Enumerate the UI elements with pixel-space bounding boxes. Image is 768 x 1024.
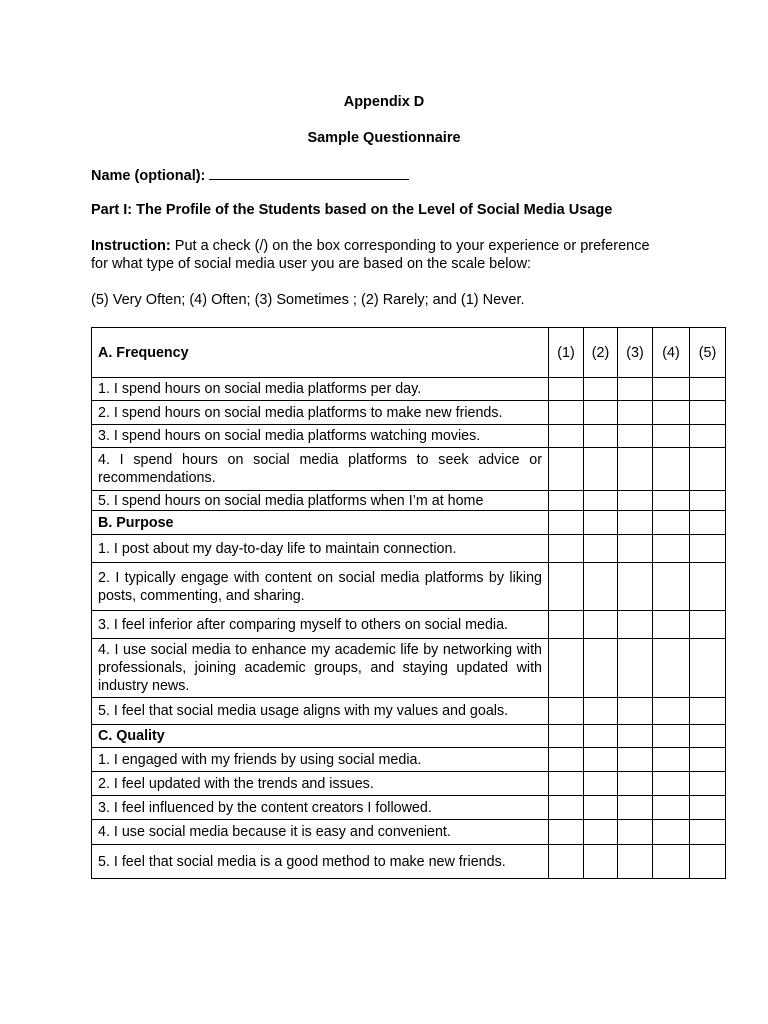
checkbox-cell-4[interactable] bbox=[653, 378, 690, 401]
scale-header-2: (2) bbox=[584, 328, 618, 378]
questionnaire-body bbox=[92, 328, 726, 879]
instruction-block bbox=[91, 237, 711, 273]
section-title: C. Quality bbox=[92, 725, 549, 748]
checkbox-cell-2[interactable] bbox=[584, 491, 618, 511]
question-row bbox=[92, 820, 726, 845]
checkbox-cell-1[interactable] bbox=[549, 748, 584, 772]
checkbox-cell-4[interactable] bbox=[653, 563, 690, 611]
empty-header-cell bbox=[618, 725, 653, 748]
question-row bbox=[92, 535, 726, 563]
empty-header-cell bbox=[690, 725, 726, 748]
empty-header-cell bbox=[549, 511, 584, 535]
question-text: 4. I use social media because it is easy and convenient. bbox=[92, 820, 549, 845]
checkbox-cell-5[interactable] bbox=[690, 401, 726, 425]
checkbox-cell-1[interactable] bbox=[549, 378, 584, 401]
checkbox-cell-4[interactable] bbox=[653, 611, 690, 639]
checkbox-cell-2[interactable] bbox=[584, 425, 618, 448]
checkbox-cell-4[interactable] bbox=[653, 796, 690, 820]
checkbox-cell-4[interactable] bbox=[653, 820, 690, 845]
checkbox-cell-3[interactable] bbox=[618, 378, 653, 401]
checkbox-cell-2[interactable] bbox=[584, 845, 618, 879]
checkbox-cell-4[interactable] bbox=[653, 425, 690, 448]
checkbox-cell-2[interactable] bbox=[584, 401, 618, 425]
appendix-title: Appendix D bbox=[343, 94, 425, 110]
checkbox-cell-5[interactable] bbox=[690, 748, 726, 772]
question-row bbox=[92, 491, 726, 511]
question-text: 1. I spend hours on social media platforms per day. bbox=[92, 378, 549, 401]
checkbox-cell-3[interactable] bbox=[618, 820, 653, 845]
scale-header-4: (4) bbox=[653, 328, 690, 378]
instruction-text-2: for what type of social media user you are based on the scale below: bbox=[91, 256, 532, 272]
question-row bbox=[92, 425, 726, 448]
checkbox-cell-5[interactable] bbox=[690, 639, 726, 698]
empty-header-cell bbox=[618, 511, 653, 535]
name-field bbox=[91, 165, 409, 185]
checkbox-cell-3[interactable] bbox=[618, 845, 653, 879]
checkbox-cell-4[interactable] bbox=[653, 698, 690, 725]
checkbox-cell-1[interactable] bbox=[549, 820, 584, 845]
empty-header-cell bbox=[653, 511, 690, 535]
empty-header-cell bbox=[584, 511, 618, 535]
checkbox-cell-3[interactable] bbox=[618, 491, 653, 511]
checkbox-cell-2[interactable] bbox=[584, 820, 618, 845]
checkbox-cell-5[interactable] bbox=[690, 448, 726, 491]
checkbox-cell-5[interactable] bbox=[690, 772, 726, 796]
checkbox-cell-4[interactable] bbox=[653, 401, 690, 425]
checkbox-cell-4[interactable] bbox=[653, 772, 690, 796]
section-title: B. Purpose bbox=[92, 511, 549, 535]
empty-header-cell bbox=[653, 725, 690, 748]
questionnaire-table bbox=[91, 327, 726, 879]
checkbox-cell-1[interactable] bbox=[549, 796, 584, 820]
scale-header-1: (1) bbox=[549, 328, 584, 378]
checkbox-cell-3[interactable] bbox=[618, 535, 653, 563]
checkbox-cell-2[interactable] bbox=[584, 796, 618, 820]
checkbox-cell-5[interactable] bbox=[690, 698, 726, 725]
checkbox-cell-5[interactable] bbox=[690, 425, 726, 448]
checkbox-cell-1[interactable] bbox=[549, 611, 584, 639]
checkbox-cell-3[interactable] bbox=[618, 425, 653, 448]
checkbox-cell-2[interactable] bbox=[584, 563, 618, 611]
question-text: 5. I feel that social media usage aligns with my values and goals. bbox=[92, 698, 549, 725]
question-text: 4. I use social media to enhance my academic life by networking with professionals, joining academic groups, and staying updated with industry news. bbox=[92, 639, 549, 698]
question-row bbox=[92, 698, 726, 725]
checkbox-cell-1[interactable] bbox=[549, 698, 584, 725]
checkbox-cell-3[interactable] bbox=[618, 796, 653, 820]
checkbox-cell-1[interactable] bbox=[549, 425, 584, 448]
checkbox-cell-4[interactable] bbox=[653, 448, 690, 491]
question-row bbox=[92, 772, 726, 796]
checkbox-cell-5[interactable] bbox=[690, 378, 726, 401]
checkbox-cell-2[interactable] bbox=[584, 639, 618, 698]
question-row bbox=[92, 748, 726, 772]
checkbox-cell-2[interactable] bbox=[584, 772, 618, 796]
checkbox-cell-4[interactable] bbox=[653, 845, 690, 879]
checkbox-cell-3[interactable] bbox=[618, 772, 653, 796]
empty-header-cell bbox=[690, 511, 726, 535]
section-header-row bbox=[92, 328, 726, 378]
question-row bbox=[92, 611, 726, 639]
checkbox-cell-5[interactable] bbox=[690, 535, 726, 563]
checkbox-cell-3[interactable] bbox=[618, 401, 653, 425]
checkbox-cell-4[interactable] bbox=[653, 748, 690, 772]
question-row bbox=[92, 563, 726, 611]
question-text: 5. I spend hours on social media platforms when I’m at home bbox=[92, 491, 549, 511]
checkbox-cell-5[interactable] bbox=[690, 491, 726, 511]
question-text: 2. I feel updated with the trends and issues. bbox=[92, 772, 549, 796]
checkbox-cell-3[interactable] bbox=[618, 448, 653, 491]
checkbox-cell-4[interactable] bbox=[653, 535, 690, 563]
checkbox-cell-3[interactable] bbox=[618, 748, 653, 772]
question-text: 3. I feel inferior after comparing myself to others on social media. bbox=[92, 611, 549, 639]
checkbox-cell-5[interactable] bbox=[690, 611, 726, 639]
question-text: 2. I spend hours on social media platforms to make new friends. bbox=[92, 401, 549, 425]
checkbox-cell-1[interactable] bbox=[549, 448, 584, 491]
section-header-row bbox=[92, 725, 726, 748]
checkbox-cell-3[interactable] bbox=[618, 563, 653, 611]
checkbox-cell-1[interactable] bbox=[549, 845, 584, 879]
instruction-text-1: Put a check (/) on the box corresponding to your experience or preference bbox=[174, 238, 650, 254]
question-row bbox=[92, 378, 726, 401]
part-title: Part I: The Profile of the Students based on the Level of Social Media Usage bbox=[91, 202, 613, 218]
checkbox-cell-5[interactable] bbox=[690, 796, 726, 820]
empty-header-cell bbox=[584, 725, 618, 748]
question-text: 5. I feel that social media is a good method to make new friends. bbox=[92, 845, 549, 879]
checkbox-cell-2[interactable] bbox=[584, 535, 618, 563]
checkbox-cell-1[interactable] bbox=[549, 491, 584, 511]
question-row bbox=[92, 448, 726, 491]
checkbox-cell-2[interactable] bbox=[584, 378, 618, 401]
question-row bbox=[92, 401, 726, 425]
checkbox-cell-3[interactable] bbox=[618, 611, 653, 639]
scale-header-3: (3) bbox=[618, 328, 653, 378]
section-header-row bbox=[92, 511, 726, 535]
instruction-line-1 bbox=[91, 237, 711, 255]
question-row bbox=[92, 796, 726, 820]
checkbox-cell-5[interactable] bbox=[690, 820, 726, 845]
name-blank-line[interactable] bbox=[209, 165, 409, 180]
checkbox-cell-2[interactable] bbox=[584, 448, 618, 491]
checkbox-cell-4[interactable] bbox=[653, 491, 690, 511]
checkbox-cell-3[interactable] bbox=[618, 639, 653, 698]
name-label: Name (optional): bbox=[91, 168, 206, 184]
checkbox-cell-5[interactable] bbox=[690, 845, 726, 879]
question-text: 1. I post about my day-to-day life to maintain connection. bbox=[92, 535, 549, 563]
question-row bbox=[92, 845, 726, 879]
questionnaire-title: Sample Questionnaire bbox=[307, 130, 461, 146]
question-text: 4. I spend hours on social media platforms to seek advice or recommendations. bbox=[92, 448, 549, 491]
checkbox-cell-1[interactable] bbox=[549, 401, 584, 425]
checkbox-cell-1[interactable] bbox=[549, 639, 584, 698]
question-text: 1. I engaged with my friends by using social media. bbox=[92, 748, 549, 772]
scale-legend: (5) Very Often; (4) Often; (3) Sometimes ; (2) Rarely; and (1) Never. bbox=[91, 292, 525, 308]
checkbox-cell-1[interactable] bbox=[549, 772, 584, 796]
empty-header-cell bbox=[549, 725, 584, 748]
checkbox-cell-5[interactable] bbox=[690, 563, 726, 611]
section-title: A. Frequency bbox=[92, 328, 549, 378]
checkbox-cell-1[interactable] bbox=[549, 563, 584, 611]
instruction-label: Instruction: bbox=[91, 238, 171, 254]
checkbox-cell-2[interactable] bbox=[584, 698, 618, 725]
checkbox-cell-2[interactable] bbox=[584, 611, 618, 639]
question-text: 3. I feel influenced by the content creators I followed. bbox=[92, 796, 549, 820]
question-row bbox=[92, 639, 726, 698]
question-text: 3. I spend hours on social media platforms watching movies. bbox=[92, 425, 549, 448]
question-text: 2. I typically engage with content on social media platforms by liking posts, commenting, and sharing. bbox=[92, 563, 549, 611]
scale-header-5: (5) bbox=[690, 328, 726, 378]
checkbox-cell-4[interactable] bbox=[653, 639, 690, 698]
checkbox-cell-3[interactable] bbox=[618, 698, 653, 725]
checkbox-cell-1[interactable] bbox=[549, 535, 584, 563]
checkbox-cell-2[interactable] bbox=[584, 748, 618, 772]
